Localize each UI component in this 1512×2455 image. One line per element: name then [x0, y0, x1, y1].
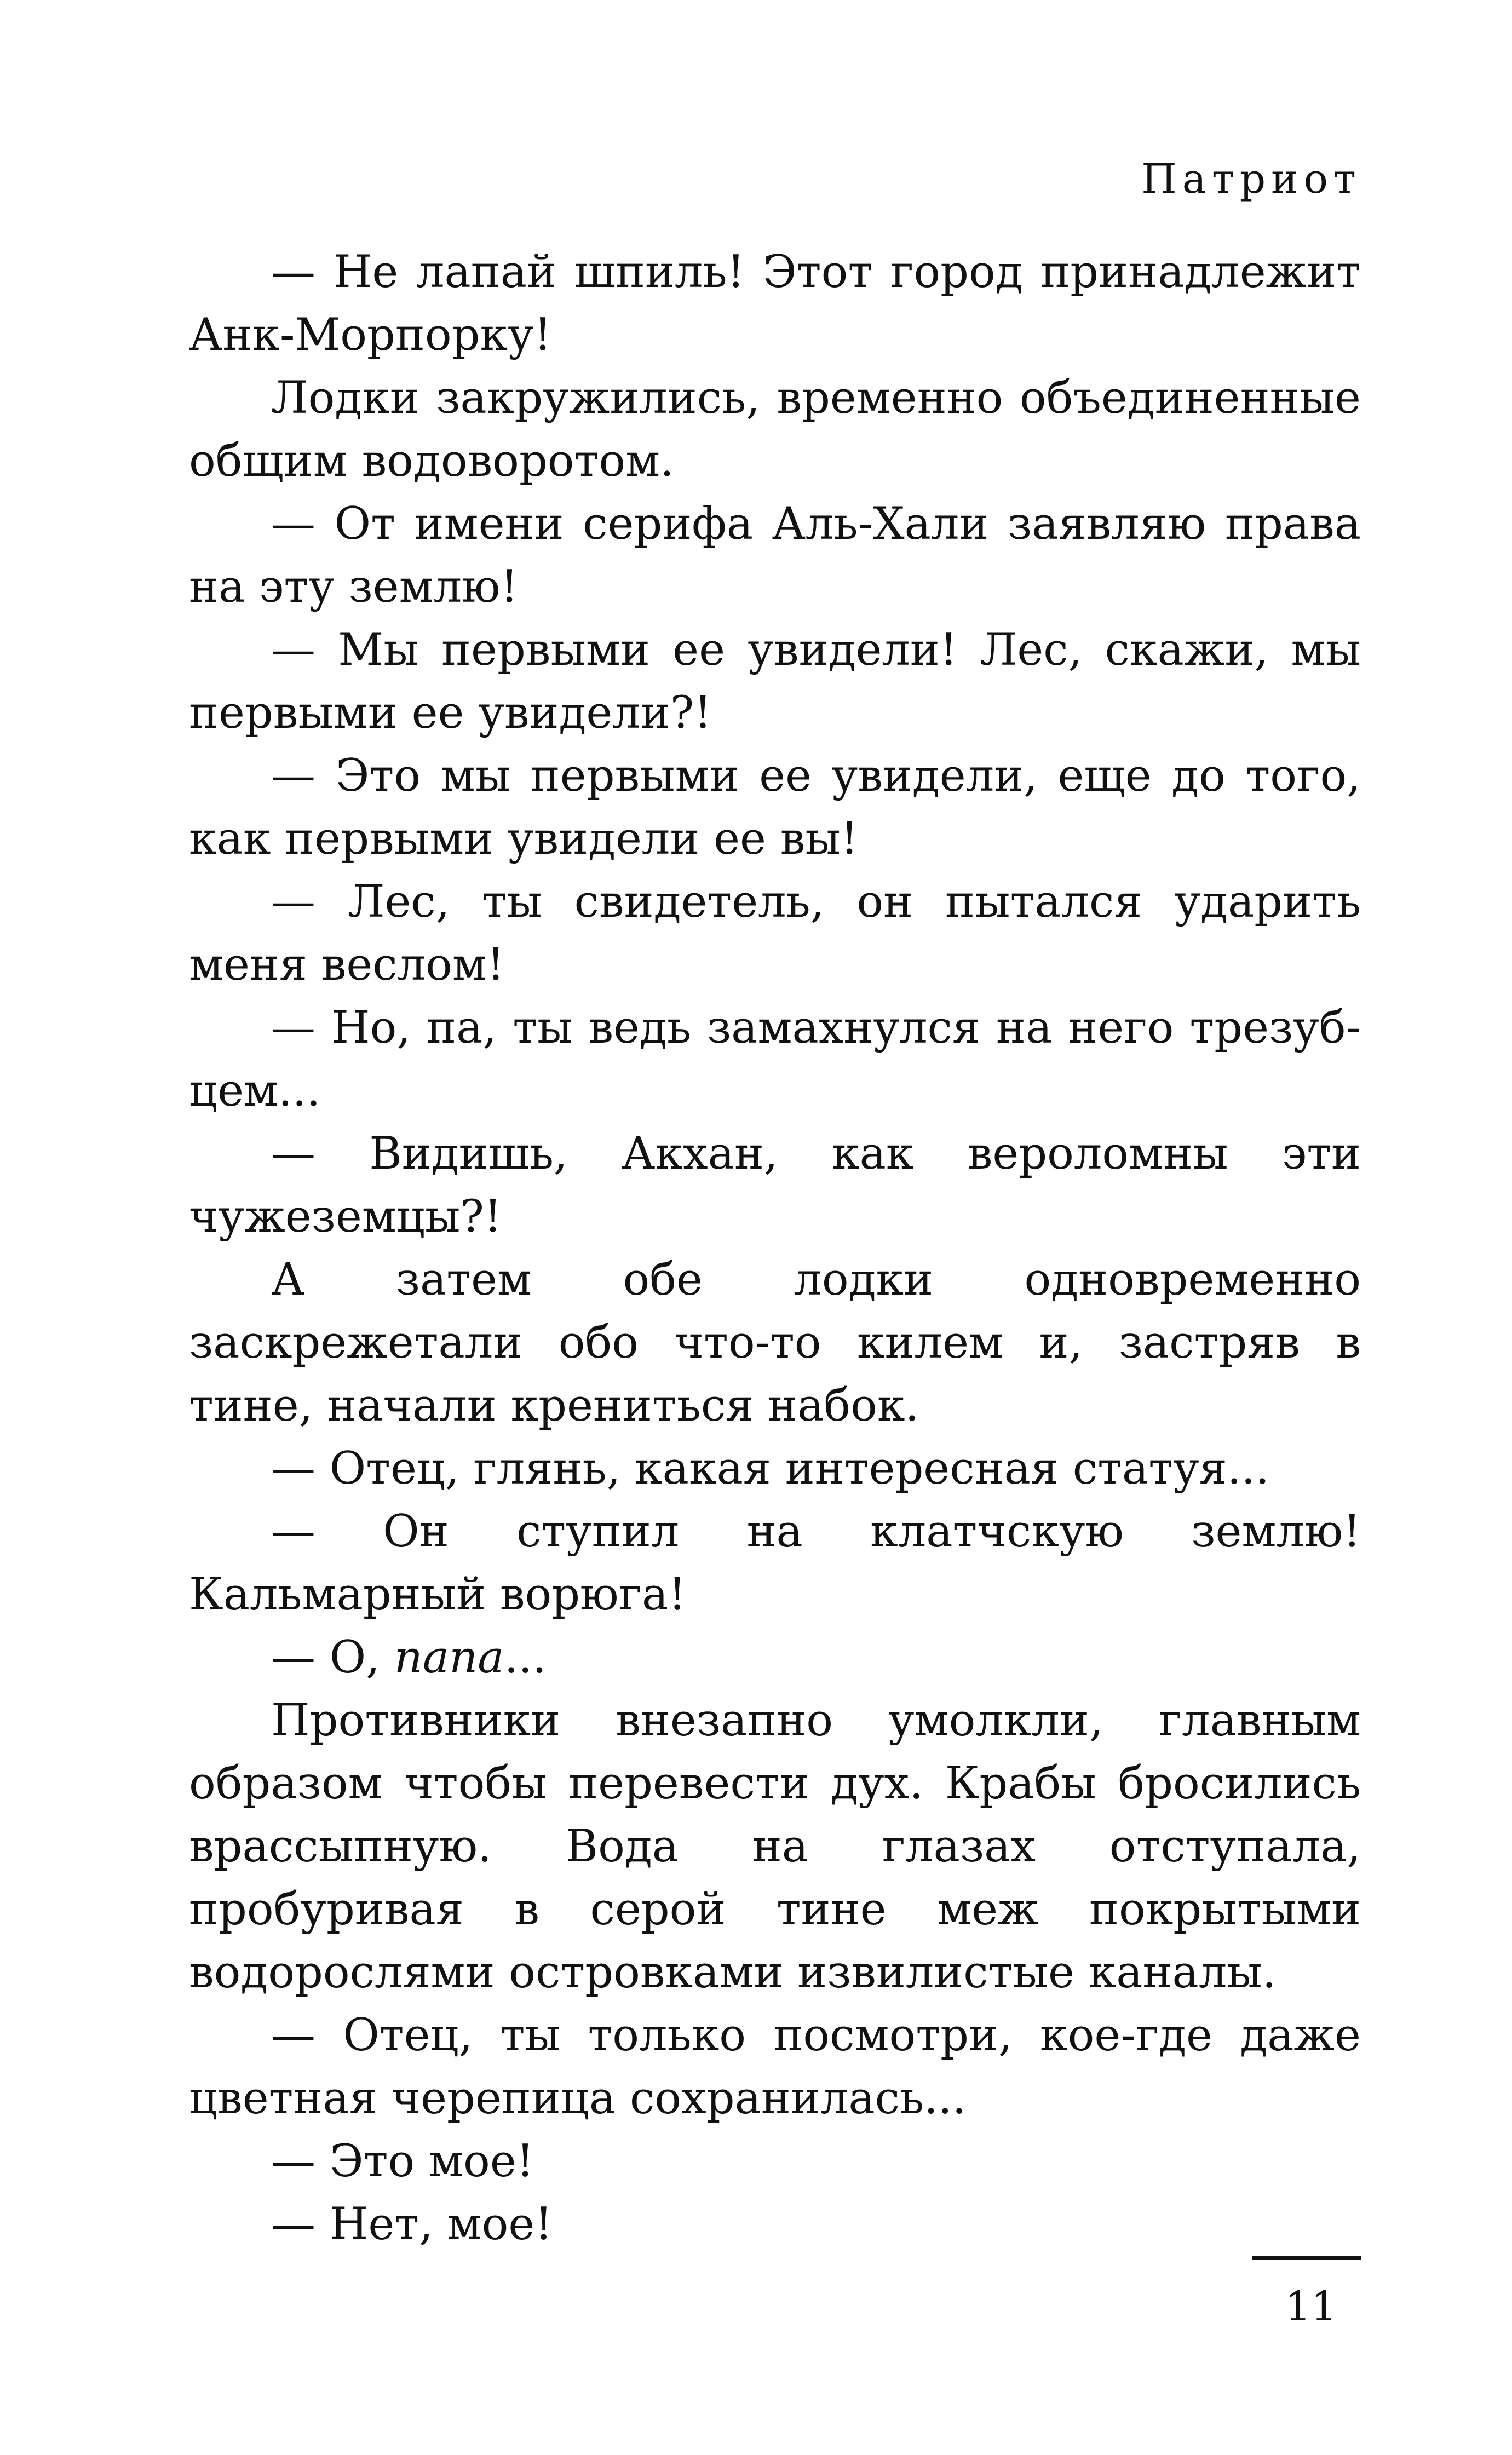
paragraph: — Это мое!	[271, 2136, 534, 2187]
paragraph: — Нет, мое!	[271, 2199, 553, 2250]
paragraph: — Не лапай шпиль! Этот город принадлежит Анк-Морпорку!	[189, 246, 1361, 361]
paragraph: Лодки закружились, временно объединенные общим водоворотом.	[189, 372, 1361, 487]
footer-rule	[1252, 2256, 1361, 2260]
paragraph: — Но, па, ты ведь замахнулся на него трезубцем...	[189, 1002, 1361, 1117]
paragraph: А затем обе лодки одновременно заскрежетали обо что-то килем и, застряв в тине, начали крениться набок.	[189, 1254, 1361, 1431]
page-number: 11	[1285, 2283, 1337, 2330]
paragraph: — От имени серифа Аль-Хали заявляю права на эту землю!	[189, 498, 1361, 613]
paragraph: — Он ступил на клатчскую землю! Кальмарный ворюга!	[189, 1506, 1361, 1620]
emphasis-suffix: ...	[504, 1632, 547, 1683]
paragraph: — Мы первыми ее увидели! Лес, скажи, мы первыми ее увидели?!	[189, 624, 1361, 739]
paragraph: — Это мы первыми ее увидели, еще до того, как первыми увидели ее вы!	[189, 750, 1361, 865]
emphasis-word: папа	[394, 1632, 504, 1683]
paragraph: Противники внезапно умолкли, главным образом чтобы перевести дух. Крабы бросились врассыпную. Вода на глазах отступала, пробуривая в серой тине меж покрытыми водорослями островками извилистые каналы.	[189, 1695, 1361, 1998]
paragraph: — Отец, глянь, какая интересная статуя...	[271, 1443, 1270, 1494]
paragraph: — Отец, ты только посмотри, кое-где даже цветная черепица сохранилась...	[189, 2010, 1361, 2124]
body-text	[189, 241, 1361, 2256]
paragraph-with-emphasis	[189, 1626, 1361, 1689]
paragraph: — Видишь, Акхан, как вероломны эти чужеземцы?!	[189, 1128, 1361, 1243]
running-title: Патриот	[1141, 156, 1361, 203]
paragraph: — Лес, ты свидетель, он пытался ударить меня веслом!	[189, 876, 1361, 991]
emphasis-prefix: — О,	[271, 1632, 394, 1683]
